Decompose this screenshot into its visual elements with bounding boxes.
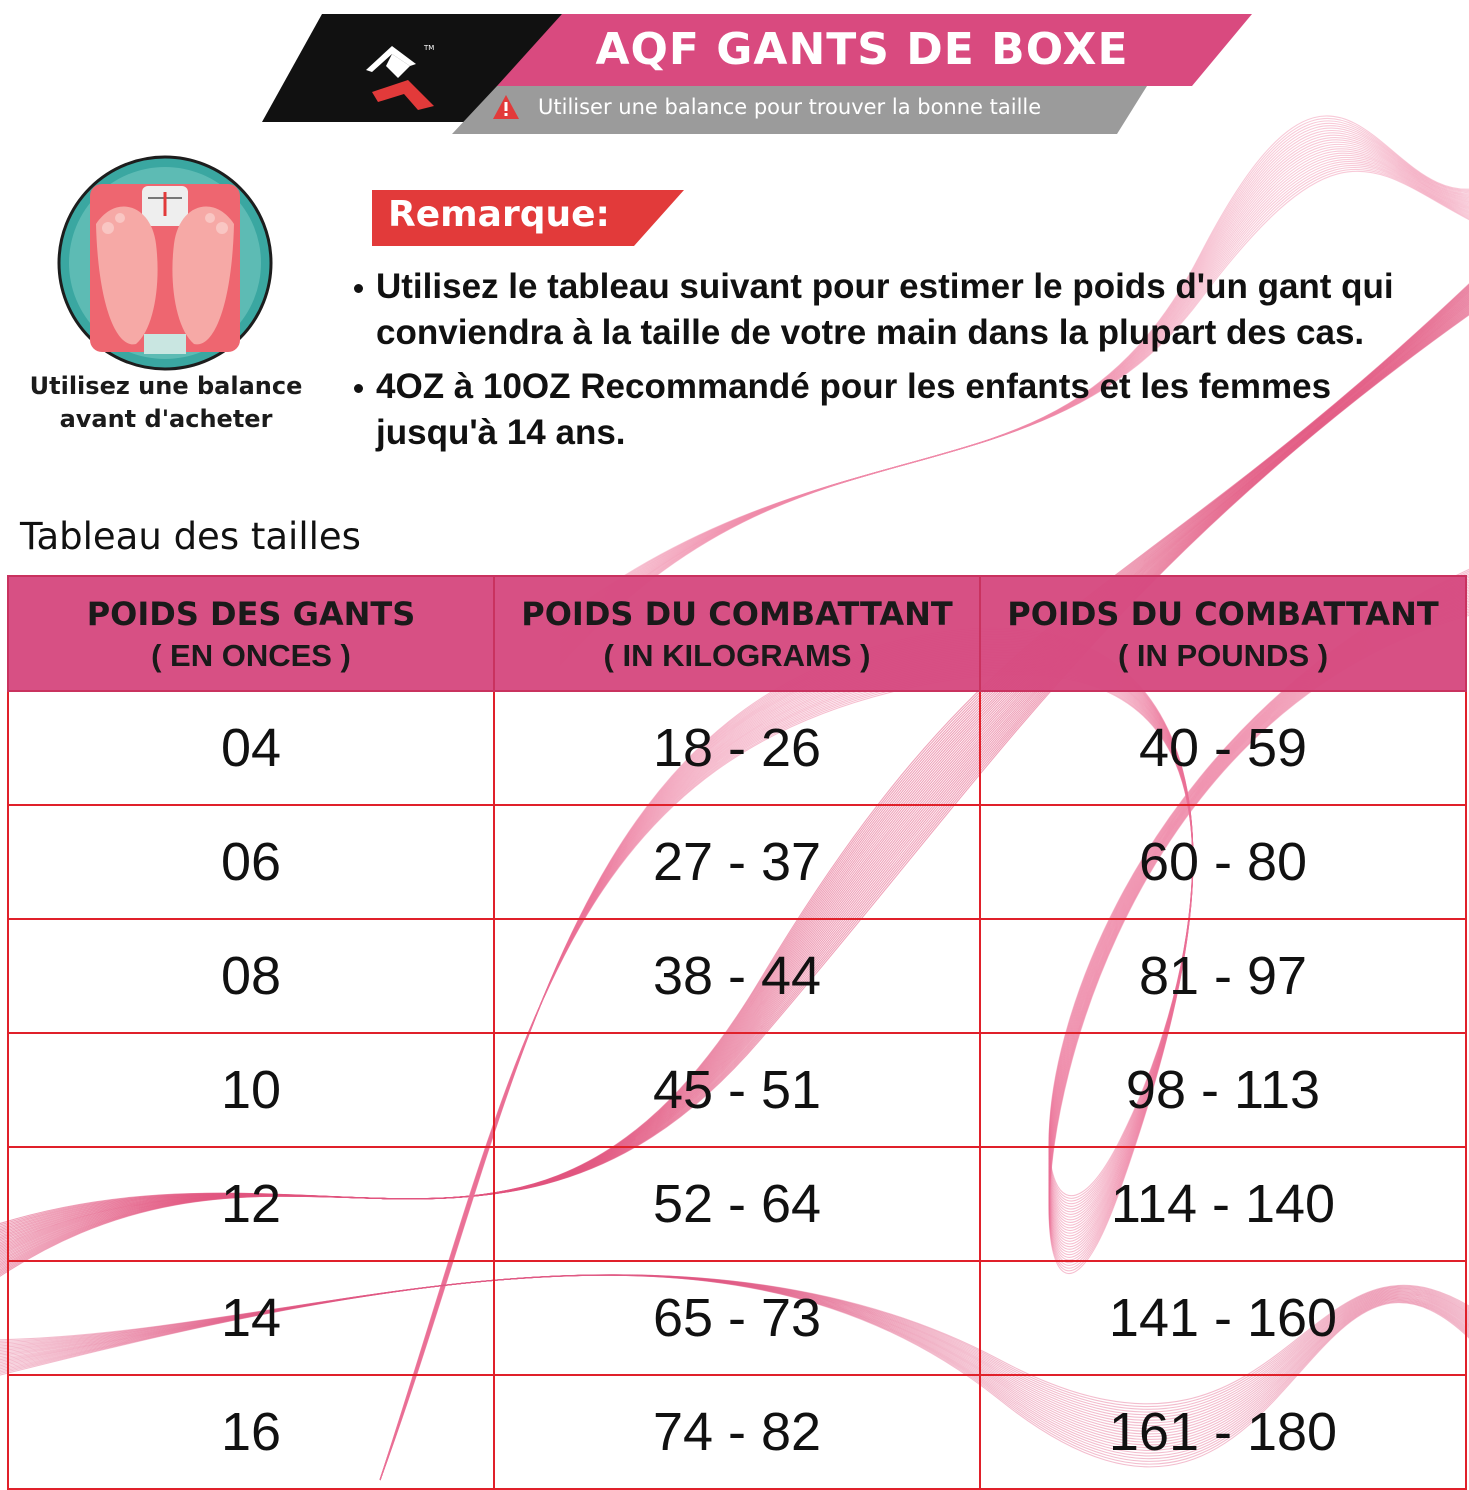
fighter-kg-cell: 18 - 26 xyxy=(494,691,980,805)
banner-subtitle: Utiliser une balance pour trouver la bonne taille xyxy=(538,95,1042,119)
column-header-main: POIDS DES GANTS xyxy=(86,594,416,633)
glove-ounces-cell: 04 xyxy=(8,691,494,805)
svg-text:TM: TM xyxy=(424,44,435,52)
column-header-glove-weight xyxy=(8,576,494,691)
fighter-kg-cell: 52 - 64 xyxy=(494,1147,980,1261)
banner-title: AQF GANTS DE BOXE xyxy=(595,24,1129,75)
remark-note: 4OZ à 10OZ Recommandé pour les enfants et les femmes jusqu'à 14 ans. xyxy=(350,364,1430,456)
glove-ounces-cell: 16 xyxy=(8,1375,494,1489)
scale-caption-line1: Utilisez une balance xyxy=(29,372,303,400)
glove-ounces-cell: 06 xyxy=(8,805,494,919)
header-banner xyxy=(262,14,1252,136)
table-title: Tableau des tailles xyxy=(20,515,361,558)
table-row xyxy=(8,919,1466,1033)
column-header-main: POIDS DU COMBATTANT xyxy=(521,594,953,633)
table-row xyxy=(8,1375,1466,1489)
fighter-lb-cell: 40 - 59 xyxy=(980,691,1466,805)
column-header-main: POIDS DU COMBATTANT xyxy=(1007,594,1439,633)
remark-tag xyxy=(372,190,684,246)
column-header-fighter-kg xyxy=(494,576,980,691)
bathroom-scale-icon xyxy=(56,154,274,372)
remark-label: Remarque: xyxy=(388,194,610,235)
column-header-unit: ( IN POUNDS ) xyxy=(1117,637,1329,673)
table-row xyxy=(8,691,1466,805)
fighter-kg-cell: 38 - 44 xyxy=(494,919,980,1033)
glove-ounces-cell: 12 xyxy=(8,1147,494,1261)
banner-subtitle-row xyxy=(492,94,1198,120)
warning-triangle-icon xyxy=(498,94,526,120)
fighter-kg-cell: 74 - 82 xyxy=(494,1375,980,1489)
glove-ounces-cell: 08 xyxy=(8,919,494,1033)
scale-caption xyxy=(20,370,312,436)
glove-ounces-cell: 14 xyxy=(8,1261,494,1375)
remark-note: Utilisez le tableau suivant pour estimer le poids d'un gant qui conviendra à la taille de votre main dans la plupart des cas. xyxy=(350,264,1430,356)
glove-ounces-cell: 10 xyxy=(8,1033,494,1147)
fighter-lb-cell: 114 - 140 xyxy=(980,1147,1466,1261)
table-row xyxy=(8,1147,1466,1261)
table-header-row xyxy=(8,576,1466,691)
fighter-lb-cell: 60 - 80 xyxy=(980,805,1466,919)
fighter-lb-cell: 98 - 113 xyxy=(980,1033,1466,1147)
fighter-kg-cell: 27 - 37 xyxy=(494,805,980,919)
aqf-logo-icon xyxy=(358,36,442,116)
table-row xyxy=(8,1033,1466,1147)
fighter-kg-cell: 65 - 73 xyxy=(494,1261,980,1375)
fighter-kg-cell: 45 - 51 xyxy=(494,1033,980,1147)
table-row xyxy=(8,1261,1466,1375)
fighter-lb-cell: 141 - 160 xyxy=(980,1261,1466,1375)
fighter-lb-cell: 161 - 180 xyxy=(980,1375,1466,1489)
column-header-unit: ( EN ONCES ) xyxy=(151,637,351,673)
size-chart-table xyxy=(7,575,1467,1490)
column-header-unit: ( IN KILOGRAMS ) xyxy=(603,637,871,673)
remark-notes xyxy=(350,264,1430,464)
table-row xyxy=(8,805,1466,919)
fighter-lb-cell: 81 - 97 xyxy=(980,919,1466,1033)
scale-caption-line2: avant d'acheter xyxy=(59,405,273,433)
column-header-fighter-lb xyxy=(980,576,1466,691)
